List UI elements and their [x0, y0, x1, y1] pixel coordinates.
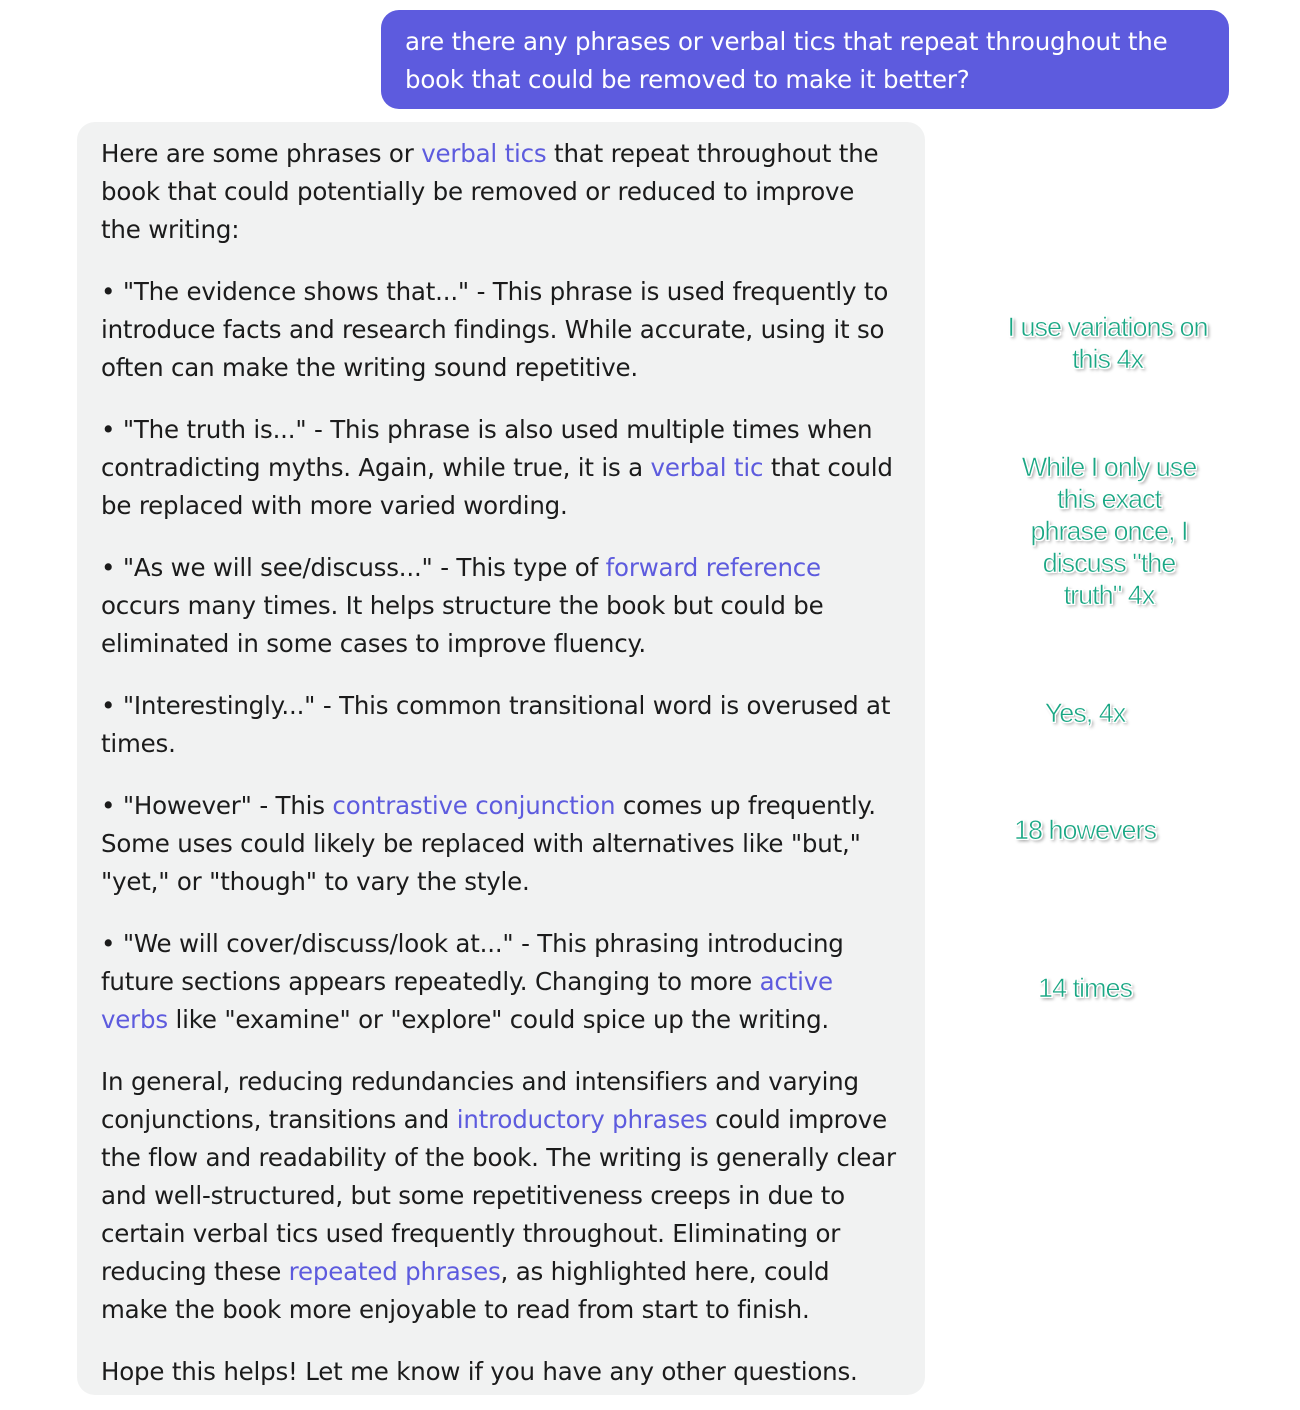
- bullet-as-we-will-see: [101, 549, 901, 663]
- annotation-line: discuss "the: [1042, 548, 1176, 578]
- text: • "We will cover/discuss/look at..." - This phrasing introducing future sections appears repeatedly. Changing to more: [101, 929, 844, 996]
- annotation-line: 14 times: [1037, 973, 1133, 1003]
- annotation-interestingly: [1010, 697, 1160, 729]
- text: , as highlighted here, could make the book more enjoyable to read from start to finish.: [101, 1257, 830, 1324]
- annotation-line: I use variations on: [1007, 312, 1208, 342]
- annotation-truth-is: [980, 451, 1238, 611]
- link-active-verbs[interactable]: active verbs: [101, 967, 833, 1034]
- closing-paragraph: Hope this helps! Let me know if you have any other questions.: [101, 1357, 858, 1386]
- text: comes up frequently. Some uses could likely be replaced with alternatives like "but," "yet," or "though" to vary the style.: [101, 791, 876, 896]
- link-introductory-phrases[interactable]: introductory phrases: [456, 1105, 708, 1134]
- annotation-evidence-shows: [975, 311, 1240, 375]
- bullet-evidence-shows: • "The evidence shows that..." - This phrase is used frequently to introduce facts and research findings. While accurate, using it so often can make the writing sound repetitive.: [101, 277, 889, 382]
- user-message-text: are there any phrases or verbal tics that repeat throughout the book that could be removed to make it better?: [405, 27, 1168, 94]
- annotation-line: truth" 4x: [1063, 580, 1155, 610]
- link-verbal-tic[interactable]: verbal tic: [650, 453, 764, 482]
- annotation-line: this exact: [1056, 484, 1162, 514]
- text: • "As we will see/discuss..." - This type of: [101, 553, 606, 582]
- text: like "examine" or "explore" could spice up the writing.: [167, 1005, 830, 1034]
- text: occurs many times. It helps structure the book but could be eliminated in some cases to improve fluency.: [101, 591, 824, 658]
- bullet-however: [101, 787, 901, 901]
- link-forward-reference[interactable]: forward reference: [605, 553, 821, 582]
- assistant-message-bubble: [77, 122, 925, 1395]
- annotation-we-will-cover: [1010, 972, 1160, 1004]
- annotation-line: phrase once, I: [1030, 516, 1188, 546]
- text: In general, reducing redundancies and intensifiers and varying conjunctions, transitions and: [101, 1067, 859, 1134]
- annotation-line: Yes, 4x: [1044, 698, 1126, 728]
- bullet-truth-is: [101, 411, 901, 525]
- text: that repeat throughout the book that could potentially be removed or reduced to improve the writing:: [101, 139, 879, 244]
- text: that could be replaced with more varied wording.: [101, 453, 893, 520]
- annotation-line: While I only use: [1021, 452, 1197, 482]
- intro-paragraph: [101, 135, 901, 249]
- user-message-bubble: [381, 10, 1229, 109]
- annotation-line: this 4x: [1071, 344, 1144, 374]
- summary-paragraph: [101, 1063, 901, 1329]
- link-contrastive-conjunction[interactable]: contrastive conjunction: [332, 791, 616, 820]
- text: could improve the flow and readability of the book. The writing is generally clear and well-structured, but some repetitiveness creeps in due to certain verbal tics used frequently throughout. Eliminating or reducing these: [101, 1105, 896, 1286]
- text: • "However" - This: [101, 791, 333, 820]
- bullet-interestingly: • "Interestingly..." - This common transitional word is overused at times.: [101, 691, 891, 758]
- link-repeated-phrases[interactable]: repeated phrases: [288, 1257, 501, 1286]
- link-verbal-tics[interactable]: verbal tics: [421, 139, 547, 168]
- annotation-however: [990, 814, 1180, 846]
- annotation-line: 18 howevers: [1013, 815, 1157, 845]
- bullet-we-will-cover: [101, 925, 901, 1039]
- text: • "The truth is..." - This phrase is also used multiple times when contradicting myths. Again, while true, it is a: [101, 415, 873, 482]
- text: Here are some phrases or: [101, 139, 422, 168]
